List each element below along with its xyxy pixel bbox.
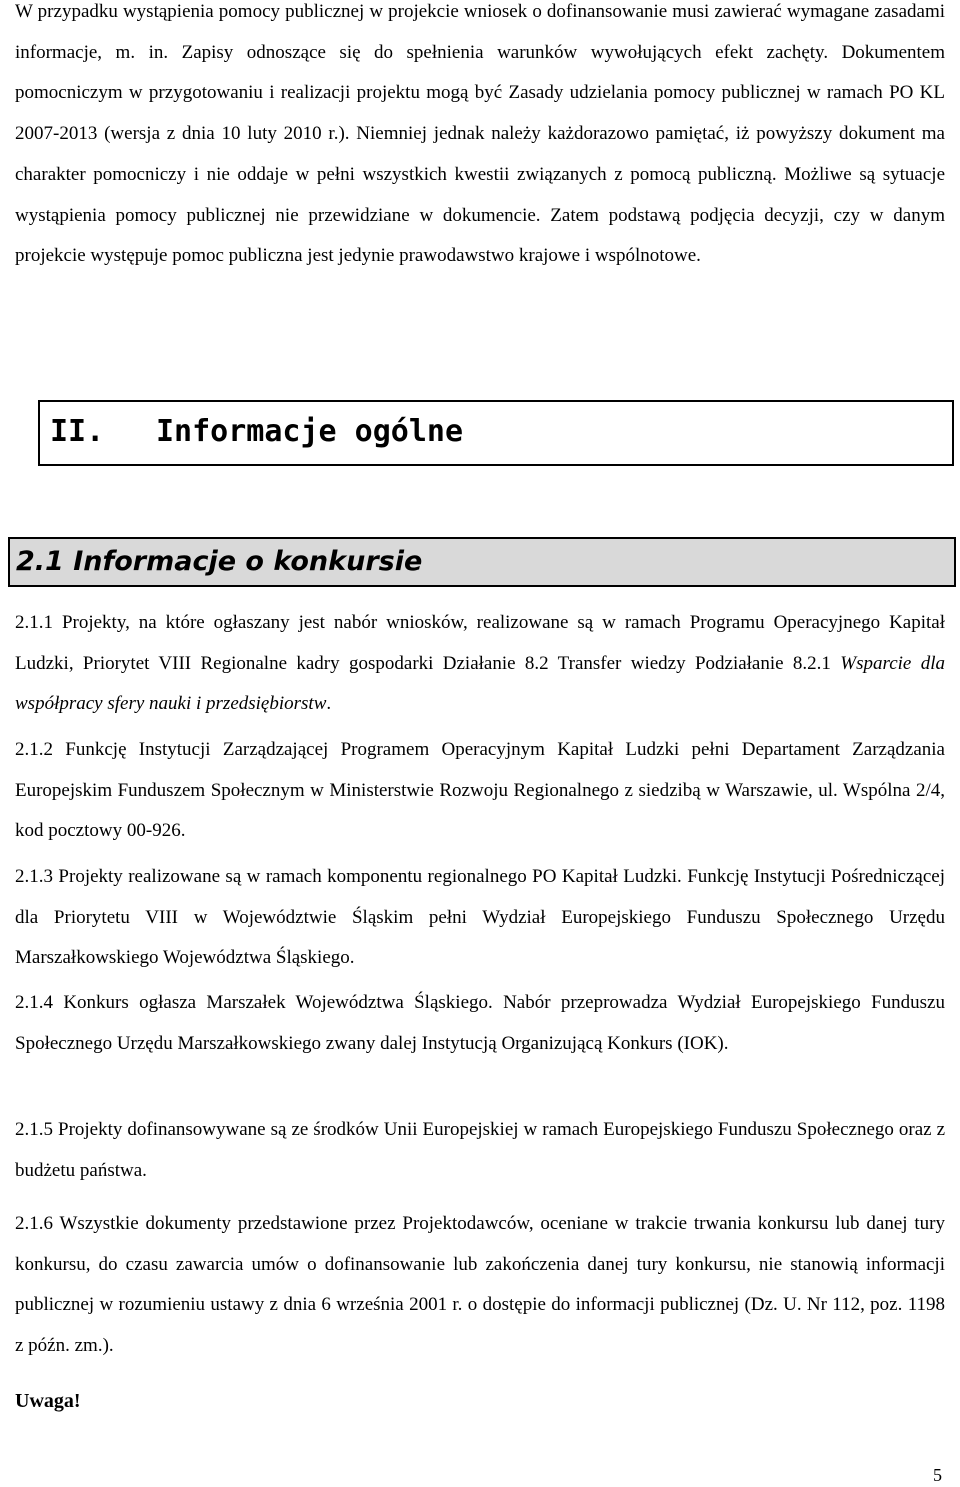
section-number: II.	[50, 414, 105, 449]
subsection-title: 2.1 Informacje o konkursie	[16, 546, 423, 577]
section-heading-box	[38, 400, 954, 466]
note-label: Uwaga!	[15, 1390, 81, 1412]
paragraph-2-1-6: 2.1.6 Wszystkie dokumenty przedstawione przez Projektodawców, oceniane w trakcie trwania konkursu lub danej tury konkursu, do czasu zawarcia umów o dofinansowanie lub zakończenia danej tury konkursu, nie stanowią informacji publicznej w rozumieniu ustawy z dnia 6 września 2001 r. o dostępie do informacji publicznej (Dz. U. Nr 112, poz. 1198 z późn. zm.).	[15, 1213, 945, 1356]
intro-paragraph: W przypadku wystąpienia pomocy publicznej w projekcie wniosek o dofinansowanie musi zawierać wymagane zasadami informacje, m. in. Zapisy odnoszące się do spełnienia warunków wywołujących efekt zachęty. Dokumentem pomocniczym w przygotowaniu i realizacji projektu mogą być Zasady udzielania pomocy publicznej w ramach PO KL 2007-2013 (wersja z dnia 10 luty 2010 r.). Niemniej jednak należy każdorazowo pamiętać, iż powyższy dokument ma charakter pomocniczy i nie oddaje w pełni wszystkich kwestii związanych z pomocą publiczną. Możliwe są sytuacje wystąpienia pomocy publicznej nie przewidziane w dokumencie. Zatem podstawą podjęcia decyzji, czy w danym projekcie występuje pomoc publiczna jest jedynie prawodawstwo krajowe i wspólnotowe.	[15, 1, 945, 267]
paragraph-2-1-1-main: 2.1.1 Projekty, na które ogłaszany jest nabór wniosków, realizowane są w ramach Programu Operacyjnego Kapitał Ludzki, Priorytet VIII Regionalne kadry gospodarki Działanie 8.2 Transfer wiedzy Podziałanie 8.2.1	[15, 612, 945, 674]
subsection-heading	[8, 537, 956, 587]
page-number: 5	[933, 1465, 942, 1485]
section-title: Informacje ogólne	[156, 414, 464, 449]
paragraph-2-1-1	[15, 603, 945, 725]
paragraph-2-1-2: 2.1.2 Funkcję Instytucji Zarządzającej Programem Operacyjnym Kapitał Ludzki pełni Departament Zarządzania Europejskim Funduszem Społecznym w Ministerstwie Rozwoju Regionalnego z siedzibą w Warszawie, ul. Wspólna 2/4, kod pocztowy 00-926.	[15, 739, 945, 841]
paragraph-2-1-4: 2.1.4 Konkurs ogłasza Marszałek Województwa Śląskiego. Nabór przeprowadza Wydział Europejskiego Funduszu Społecznego Urzędu Marszałkowskiego zwany dalej Instytucją Organizującą Konkurs (IOK).	[15, 992, 945, 1054]
paragraph-2-1-1-italic: Wsparcie dla współpracy sfery nauki i przedsiębiorstw	[15, 652, 945, 714]
paragraph-2-1-1-end: .	[326, 693, 332, 714]
paragraph-2-1-5: 2.1.5 Projekty dofinansowywane są ze środków Unii Europejskiej w ramach Europejskiego Funduszu Społecznego oraz z budżetu państwa.	[15, 1119, 945, 1181]
paragraph-2-1-3: 2.1.3 Projekty realizowane są w ramach komponentu regionalnego PO Kapitał Ludzki. Funkcję Instytucji Pośredniczącej dla Priorytetu VIII w Województwie Śląskim pełni Wydział Europejskiego Funduszu Społecznego Urzędu Marszałkowskiego Województwa Śląskiego.	[15, 866, 945, 968]
